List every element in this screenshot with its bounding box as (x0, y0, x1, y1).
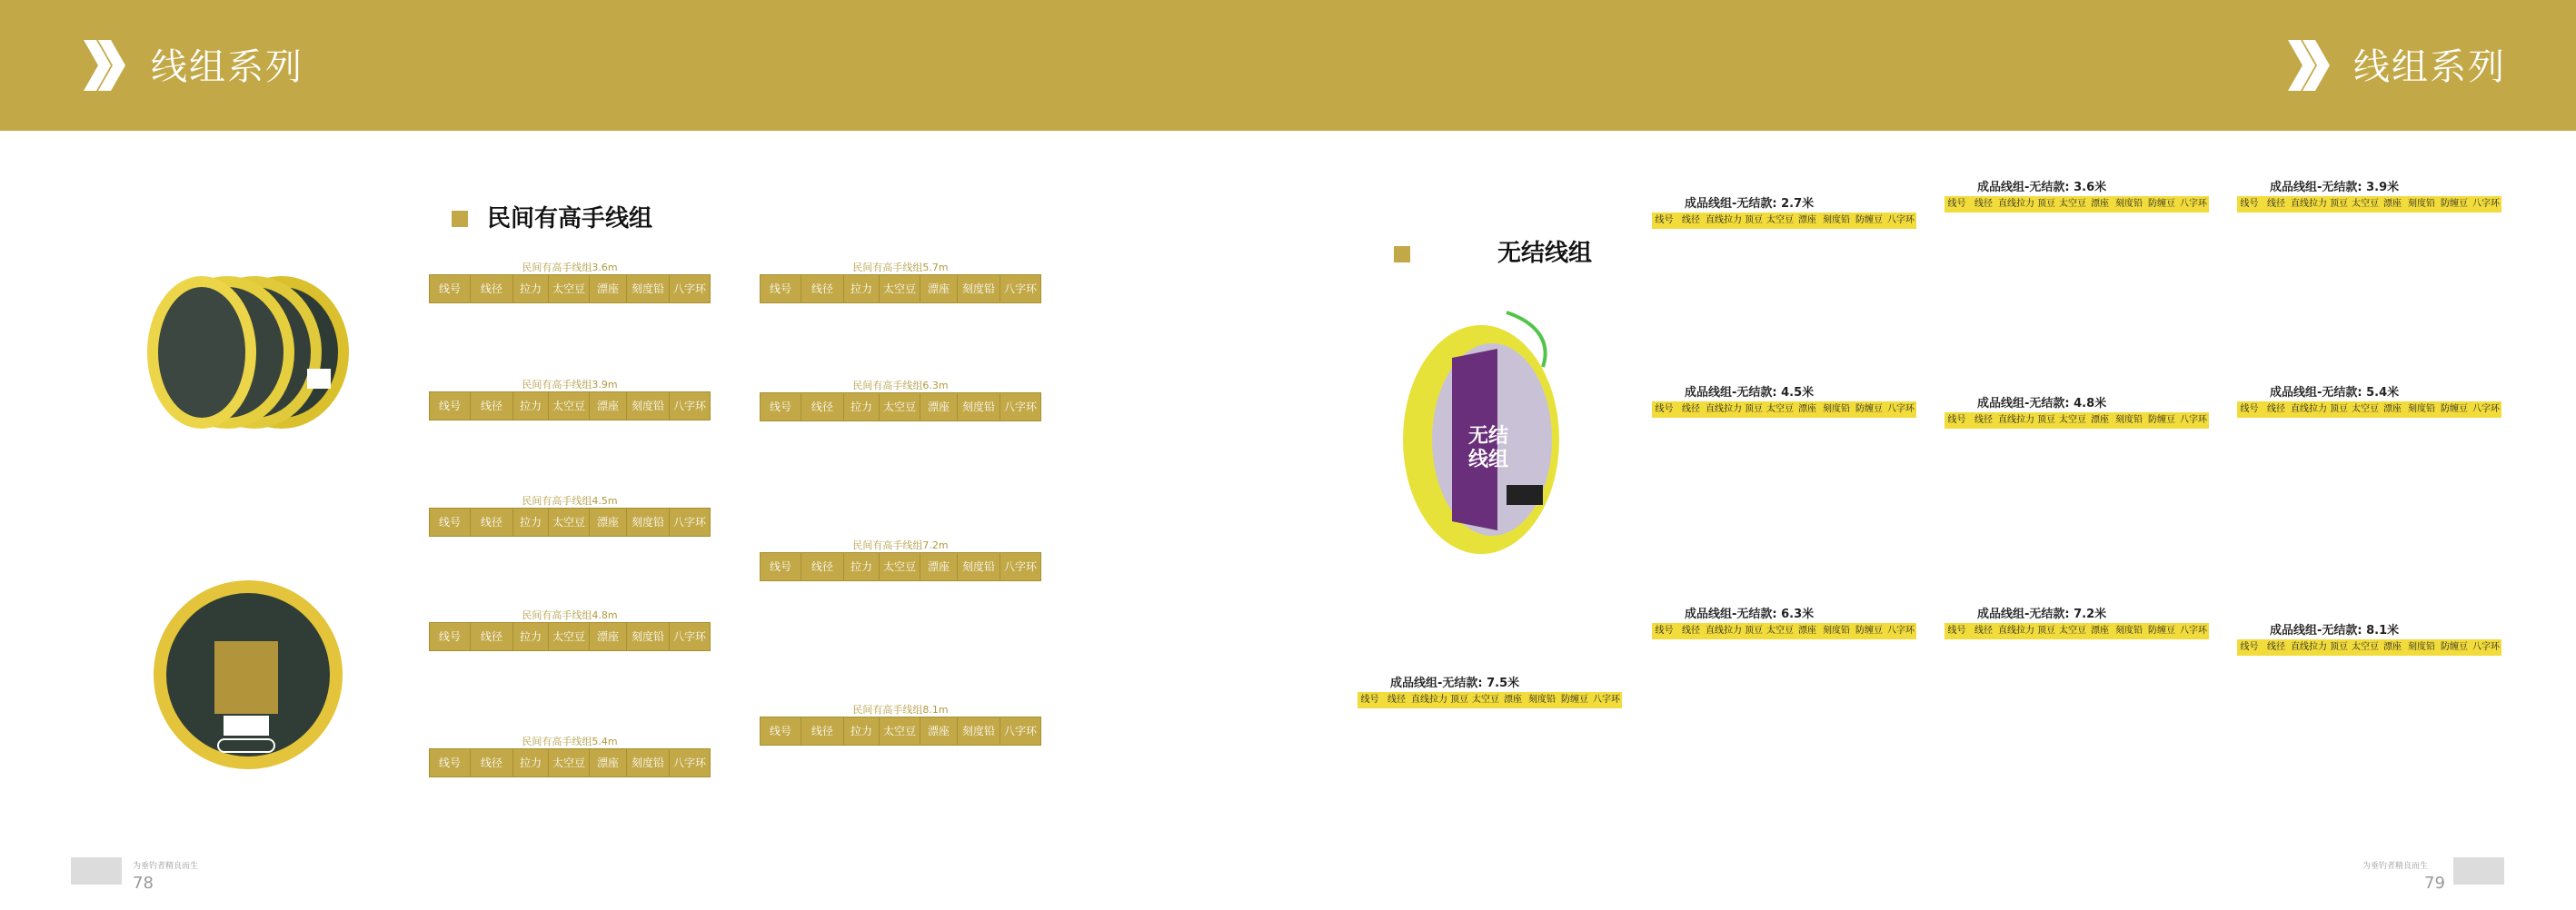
column-header: 线号 (761, 393, 801, 421)
column-header: 八字环 (1591, 692, 1622, 709)
column-header: 刻度铅 (1526, 692, 1558, 709)
column-header: 防缠豆 (2438, 639, 2471, 657)
column-header: 八字环 (2471, 196, 2501, 213)
column-header: 太空豆 (880, 553, 920, 581)
column-header: 漂座 (590, 749, 627, 777)
column-header: 太空豆 (549, 275, 590, 303)
spec-table (1944, 623, 2209, 640)
section-title-left: 民间有高手线组 (487, 205, 653, 232)
column-header: 顶豆 (2327, 639, 2351, 657)
line-set-table (429, 736, 711, 777)
knotless-line-table (2237, 623, 2501, 657)
column-header: 线径 (2262, 196, 2291, 213)
knotless-line-table (1652, 607, 1916, 640)
column-header: 线径 (1382, 692, 1411, 709)
table-caption: 成品线组-无结款: 8.1米 (2270, 624, 2400, 638)
column-header: 漂座 (590, 509, 627, 537)
column-header: 八字环 (670, 275, 711, 303)
column-header: 线径 (471, 275, 513, 303)
table-caption: 成品线组-无结款: 4.8米 (1977, 397, 2107, 410)
column-header: 八字环 (1885, 213, 1916, 230)
column-header: 线径 (2262, 639, 2291, 657)
column-header: 防缠豆 (1853, 213, 1885, 230)
column-header: 八字环 (670, 749, 711, 777)
column-header: 太空豆 (2351, 401, 2380, 419)
column-header: 拉力 (844, 553, 880, 581)
double-chevron-icon (2288, 40, 2330, 91)
column-header: 八字环 (1000, 553, 1041, 581)
column-header: 线号 (2237, 401, 2262, 419)
spec-table (429, 391, 711, 420)
spec-table (2237, 639, 2501, 657)
table-caption: 成品线组-无结款: 2.7米 (1685, 197, 1815, 211)
header-band (0, 0, 2576, 131)
knotless-line-table (1944, 607, 2209, 640)
column-header: 刻度铅 (2113, 196, 2145, 213)
column-header: 线号 (1944, 623, 1969, 640)
column-header: 刻度铅 (958, 553, 1000, 581)
column-header: 线径 (2262, 401, 2291, 419)
column-header: 八字环 (670, 392, 711, 420)
column-header: 顶豆 (1742, 213, 1765, 230)
column-header: 线径 (801, 717, 844, 746)
column-header: 太空豆 (2351, 196, 2380, 213)
table-caption: 成品线组-无结款: 7.5米 (1390, 677, 1520, 690)
spool-front-image (151, 578, 345, 772)
column-header: 顶豆 (2034, 412, 2058, 430)
line-set-table (760, 704, 1041, 746)
table-caption: 民间有高手线组6.3m (852, 380, 949, 391)
column-header: 刻度铅 (627, 275, 670, 303)
column-header: 顶豆 (1447, 692, 1471, 709)
spec-table (429, 508, 711, 537)
column-header: 线径 (801, 393, 844, 421)
knotless-line-table (1652, 385, 1916, 419)
table-caption: 民间有高手线组3.6m (522, 262, 618, 273)
spec-table (760, 552, 1041, 581)
column-header: 线径 (801, 275, 844, 303)
column-header: 太空豆 (2058, 412, 2087, 430)
column-header: 刻度铅 (2405, 196, 2438, 213)
column-header: 拉力 (844, 393, 880, 421)
line-set-table (429, 262, 711, 303)
column-header: 刻度铅 (958, 393, 1000, 421)
line-set-table (429, 609, 711, 651)
line-set-table (760, 539, 1041, 581)
column-header: 直线拉力 (1706, 401, 1742, 419)
column-header: 线径 (1676, 401, 1706, 419)
spec-table (1944, 412, 2209, 430)
column-header: 漂座 (2380, 639, 2405, 657)
column-header: 八字环 (2178, 412, 2209, 430)
column-header: 太空豆 (2351, 639, 2380, 657)
spec-table (429, 622, 711, 651)
column-header: 漂座 (2380, 196, 2405, 213)
column-header: 线号 (761, 275, 801, 303)
column-header: 线径 (471, 749, 513, 777)
spec-table (1652, 213, 1916, 230)
column-header: 太空豆 (2058, 196, 2087, 213)
column-header: 漂座 (2087, 196, 2113, 213)
line-set-table (760, 262, 1041, 303)
column-header: 线径 (1676, 623, 1706, 640)
column-header: 刻度铅 (627, 749, 670, 777)
double-chevron-icon (84, 40, 125, 91)
table-caption: 民间有高手线组7.2m (852, 539, 949, 551)
spec-table (1652, 623, 1916, 640)
spec-table (2237, 401, 2501, 419)
spec-table (429, 274, 711, 303)
column-header: 线号 (430, 509, 471, 537)
column-header: 线号 (1652, 213, 1676, 230)
table-caption: 民间有高手线组3.9m (522, 379, 618, 391)
spec-table (1358, 692, 1622, 709)
table-caption: 成品线组-无结款: 6.3米 (1685, 608, 1815, 621)
column-header: 漂座 (590, 623, 627, 651)
column-header: 线号 (761, 717, 801, 746)
column-header: 漂座 (2087, 412, 2113, 430)
column-header: 太空豆 (880, 275, 920, 303)
footer-logo (2453, 857, 2504, 885)
column-header: 太空豆 (1471, 692, 1500, 709)
column-header: 太空豆 (880, 393, 920, 421)
column-header: 防缠豆 (1558, 692, 1591, 709)
column-header: 漂座 (590, 392, 627, 420)
column-header: 八字环 (1000, 717, 1041, 746)
column-header: 漂座 (590, 275, 627, 303)
line-set-table (760, 380, 1041, 421)
spec-table (1652, 401, 1916, 419)
column-header: 漂座 (920, 553, 958, 581)
column-header: 线径 (1969, 196, 1998, 213)
column-header: 直线拉力 (1998, 412, 2034, 430)
column-header: 防缠豆 (2145, 412, 2178, 430)
column-header: 刻度铅 (1820, 623, 1853, 640)
table-caption: 成品线组-无结款: 7.2米 (1977, 608, 2107, 621)
column-header: 线号 (430, 275, 471, 303)
column-header: 线号 (2237, 639, 2262, 657)
knotless-line-table (2237, 385, 2501, 419)
section-marker (452, 211, 468, 227)
column-header: 直线拉力 (2291, 401, 2327, 419)
column-header: 线径 (1969, 623, 1998, 640)
column-header: 顶豆 (1742, 623, 1765, 640)
table-caption: 成品线组-无结款: 3.6米 (1977, 181, 2107, 194)
column-header: 直线拉力 (2291, 639, 2327, 657)
column-header: 线号 (1358, 692, 1382, 709)
column-header: 线号 (430, 392, 471, 420)
column-header: 线径 (1676, 213, 1706, 230)
column-header: 防缠豆 (1853, 401, 1885, 419)
column-header: 顶豆 (2327, 401, 2351, 419)
column-header: 八字环 (1000, 275, 1041, 303)
column-header: 刻度铅 (2113, 623, 2145, 640)
spec-table (1944, 196, 2209, 213)
column-header: 拉力 (513, 623, 549, 651)
column-header: 直线拉力 (1706, 213, 1742, 230)
column-header: 八字环 (1000, 393, 1041, 421)
section-title-right: 无结线组 (1497, 240, 1593, 267)
column-header: 太空豆 (1765, 623, 1795, 640)
column-header: 线径 (471, 392, 513, 420)
column-header: 太空豆 (1765, 213, 1795, 230)
spec-table (760, 274, 1041, 303)
column-header: 线号 (761, 553, 801, 581)
column-header: 线号 (1652, 401, 1676, 419)
column-header: 线径 (471, 509, 513, 537)
column-header: 漂座 (2380, 401, 2405, 419)
column-header: 漂座 (920, 717, 958, 746)
knotless-line-table (1944, 180, 2209, 213)
spool-label-text: 无结线组 (1467, 425, 1508, 471)
column-header: 刻度铅 (1820, 213, 1853, 230)
column-header: 直线拉力 (2291, 196, 2327, 213)
column-header: 刻度铅 (958, 717, 1000, 746)
column-header: 直线拉力 (1998, 623, 2034, 640)
page-number-left: 78 (133, 874, 154, 893)
column-header: 八字环 (2178, 196, 2209, 213)
column-header: 防缠豆 (2438, 401, 2471, 419)
column-header: 太空豆 (880, 717, 920, 746)
column-header: 刻度铅 (1820, 401, 1853, 419)
column-header: 刻度铅 (627, 623, 670, 651)
column-header: 线号 (430, 749, 471, 777)
column-header: 线号 (1944, 412, 1969, 430)
section-marker (1394, 246, 1410, 262)
column-header: 顶豆 (2034, 623, 2058, 640)
line-set-table (429, 379, 711, 420)
column-header: 顶豆 (2034, 196, 2058, 213)
column-header: 刻度铅 (2405, 639, 2438, 657)
column-header: 线号 (1652, 623, 1676, 640)
column-header: 漂座 (2087, 623, 2113, 640)
column-header: 直线拉力 (1706, 623, 1742, 640)
column-header: 拉力 (513, 749, 549, 777)
table-caption: 成品线组-无结款: 3.9米 (2270, 181, 2400, 194)
spec-table (2237, 196, 2501, 213)
column-header: 防缠豆 (2145, 623, 2178, 640)
column-header: 漂座 (1795, 213, 1820, 230)
spec-table (760, 717, 1041, 746)
column-header: 八字环 (670, 623, 711, 651)
column-header: 太空豆 (1765, 401, 1795, 419)
footer-tagline-left: 为垂钓者精良而生 (133, 862, 199, 871)
column-header: 漂座 (920, 275, 958, 303)
table-caption: 成品线组-无结款: 5.4米 (2270, 386, 2400, 400)
table-caption: 民间有高手线组4.5m (522, 495, 618, 507)
column-header: 太空豆 (2058, 623, 2087, 640)
column-header: 刻度铅 (958, 275, 1000, 303)
table-caption: 民间有高手线组4.8m (522, 609, 618, 621)
knotless-line-table (1944, 396, 2209, 430)
column-header: 线号 (430, 623, 471, 651)
column-header: 漂座 (1500, 692, 1526, 709)
column-header: 八字环 (2178, 623, 2209, 640)
column-header: 刻度铅 (2405, 401, 2438, 419)
column-header: 顶豆 (1742, 401, 1765, 419)
column-header: 拉力 (844, 717, 880, 746)
column-header: 顶豆 (2327, 196, 2351, 213)
column-header: 八字环 (2471, 639, 2501, 657)
column-header: 直线拉力 (1411, 692, 1447, 709)
column-header: 直线拉力 (1998, 196, 2034, 213)
page-number-right: 79 (2424, 874, 2445, 893)
column-header: 太空豆 (549, 623, 590, 651)
column-header: 太空豆 (549, 392, 590, 420)
catalog-title-right: 线组系列 (2353, 46, 2506, 88)
column-header: 拉力 (513, 509, 549, 537)
column-header: 拉力 (513, 275, 549, 303)
table-caption: 民间有高手线组5.4m (522, 736, 618, 747)
column-header: 线号 (1944, 196, 1969, 213)
knotless-line-table (2237, 180, 2501, 213)
column-header: 太空豆 (549, 509, 590, 537)
column-header: 漂座 (1795, 401, 1820, 419)
column-header: 线号 (2237, 196, 2262, 213)
column-header: 漂座 (920, 393, 958, 421)
footer-logo (71, 857, 122, 885)
table-caption: 民间有高手线组5.7m (852, 262, 949, 273)
line-set-table (429, 495, 711, 537)
column-header: 八字环 (1885, 623, 1916, 640)
column-header: 防缠豆 (2145, 196, 2178, 213)
column-header: 拉力 (844, 275, 880, 303)
column-header: 八字环 (2471, 401, 2501, 419)
knotless-line-table (1358, 676, 1622, 709)
table-caption: 民间有高手线组8.1m (852, 704, 949, 716)
column-header: 拉力 (513, 392, 549, 420)
spool-stack-image (144, 269, 362, 432)
column-header: 防缠豆 (2438, 196, 2471, 213)
catalog-title-left: 线组系列 (151, 46, 303, 88)
column-header: 刻度铅 (627, 392, 670, 420)
column-header: 线径 (1969, 412, 1998, 430)
spec-table (760, 392, 1041, 421)
column-header: 漂座 (1795, 623, 1820, 640)
spec-table (429, 748, 711, 777)
column-header: 线径 (801, 553, 844, 581)
column-header: 太空豆 (549, 749, 590, 777)
column-header: 八字环 (1885, 401, 1916, 419)
table-caption: 成品线组-无结款: 4.5米 (1685, 386, 1815, 400)
column-header: 防缠豆 (1853, 623, 1885, 640)
knotless-line-table (1652, 196, 1916, 230)
column-header: 刻度铅 (2113, 412, 2145, 430)
footer-tagline-right: 为垂钓者精良而生 (2362, 862, 2429, 871)
column-header: 刻度铅 (627, 509, 670, 537)
column-header: 线径 (471, 623, 513, 651)
column-header: 八字环 (670, 509, 711, 537)
